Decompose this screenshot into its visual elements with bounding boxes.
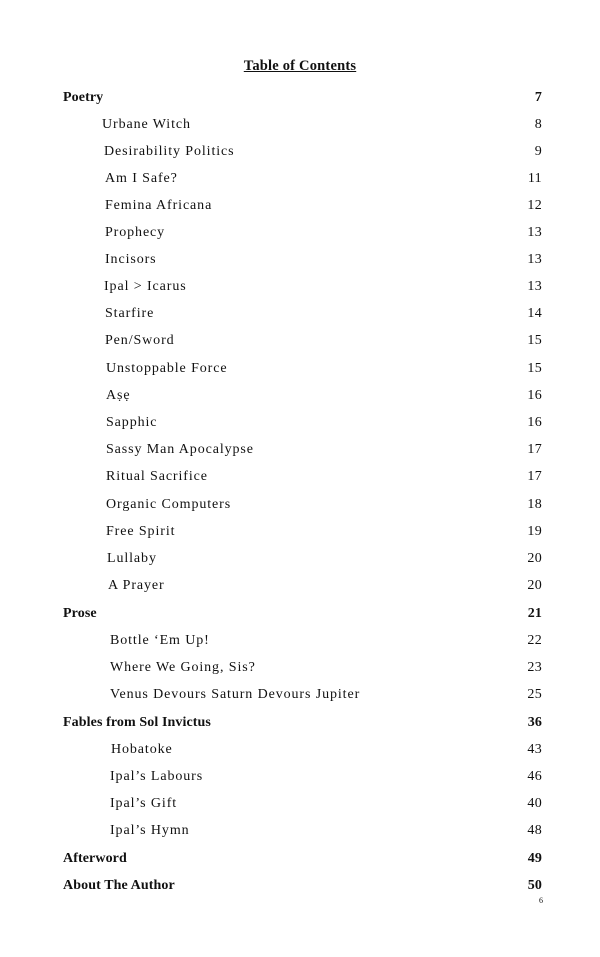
entry-label: A Prayer [108, 578, 165, 593]
entry-page: 43 [527, 742, 542, 757]
entry-page: 16 [527, 415, 542, 430]
entry-page: 40 [527, 796, 542, 811]
toc-entry [0, 633, 600, 653]
section-page: 36 [527, 715, 542, 730]
toc-entry [0, 144, 600, 164]
entry-page: 15 [527, 361, 542, 376]
toc-title: Table of Contents [243, 58, 357, 74]
toc-section-prose [0, 606, 600, 626]
entry-page: 22 [527, 633, 542, 648]
entry-label: Ipal’s Gift [110, 796, 178, 811]
entry-label: Ipal’s Labours [110, 769, 204, 784]
entry-label: Hobatoke [111, 742, 173, 757]
entry-page: 25 [527, 687, 542, 702]
toc-entry [0, 660, 600, 680]
toc-entry [0, 796, 600, 816]
section-label: Fables from Sol Invictus [63, 715, 211, 730]
entry-page: 9 [534, 144, 542, 159]
section-label: Poetry [63, 90, 104, 105]
entry-label: Femina Africana [105, 198, 213, 213]
entry-page: 17 [527, 469, 542, 484]
toc-entry [0, 551, 600, 571]
toc-entry [0, 252, 600, 272]
entry-label: Free Spirit [106, 524, 176, 539]
section-page: 7 [534, 90, 542, 105]
toc-entry [0, 117, 600, 137]
entry-page: 17 [527, 442, 542, 457]
entry-label: Ipal > Icarus [104, 279, 187, 294]
toc-entry [0, 469, 600, 489]
toc-entry [0, 279, 600, 299]
entry-label: Bottle ‘Em Up! [110, 633, 210, 648]
entry-label: Prophecy [105, 225, 166, 240]
toc-entry [0, 333, 600, 353]
entry-page: 18 [527, 497, 542, 512]
section-label: About The Author [63, 878, 175, 893]
entry-page: 15 [527, 333, 542, 348]
entry-label: Ipal’s Hymn [110, 823, 190, 838]
toc-entry [0, 769, 600, 789]
section-page: 49 [527, 851, 542, 866]
entry-label: Am I Safe? [105, 171, 178, 186]
entry-page: 48 [527, 823, 542, 838]
entry-label: Unstoppable Force [106, 361, 228, 376]
toc-section-afterword [0, 851, 600, 871]
entry-page: 13 [527, 252, 542, 267]
toc-entry [0, 687, 600, 707]
toc-entry [0, 442, 600, 462]
entry-label: Starfire [105, 306, 155, 321]
toc-entry [0, 415, 600, 435]
toc-entry [0, 171, 600, 191]
section-label: Afterword [63, 851, 127, 866]
entry-page: 20 [527, 578, 542, 593]
toc-entry [0, 388, 600, 408]
toc-entry [0, 497, 600, 517]
entry-label: Venus Devours Saturn Devours Jupiter [110, 687, 361, 702]
entry-label: Lullaby [107, 551, 157, 566]
toc-entry [0, 225, 600, 245]
entry-page: 19 [527, 524, 542, 539]
entry-page: 23 [527, 660, 542, 675]
entry-page: 13 [527, 225, 542, 240]
entry-page: 13 [527, 279, 542, 294]
toc-entry [0, 578, 600, 598]
entry-label: Ritual Sacrifice [106, 469, 208, 484]
entry-label: Urbane Witch [102, 117, 191, 132]
entry-page: 20 [527, 551, 542, 566]
entry-page: 16 [527, 388, 542, 403]
entry-page: 8 [534, 117, 542, 132]
entry-label: Incisors [105, 252, 157, 267]
toc-entry [0, 306, 600, 326]
page-number: 6 [539, 896, 543, 905]
toc-entry [0, 361, 600, 381]
toc-entry [0, 823, 600, 843]
entry-page: 12 [527, 198, 542, 213]
section-label: Prose [63, 606, 97, 621]
toc-entry [0, 742, 600, 762]
entry-label: Aṣẹ [106, 388, 131, 403]
entry-page: 46 [527, 769, 542, 784]
toc-section-poetry [0, 90, 600, 110]
toc-section-about-author [0, 878, 600, 898]
section-page: 21 [527, 606, 542, 621]
toc-section-fables [0, 715, 600, 735]
entry-label: Organic Computers [106, 497, 232, 512]
entry-page: 14 [527, 306, 542, 321]
entry-label: Sassy Man Apocalypse [106, 442, 254, 457]
toc-entry [0, 198, 600, 218]
entry-label: Pen/Sword [105, 333, 175, 348]
section-page: 50 [527, 878, 542, 893]
entry-label: Desirability Politics [104, 144, 235, 159]
toc-entry [0, 524, 600, 544]
entry-label: Sapphic [106, 415, 158, 430]
entry-label: Where We Going, Sis? [110, 660, 256, 675]
entry-page: 11 [527, 171, 542, 186]
